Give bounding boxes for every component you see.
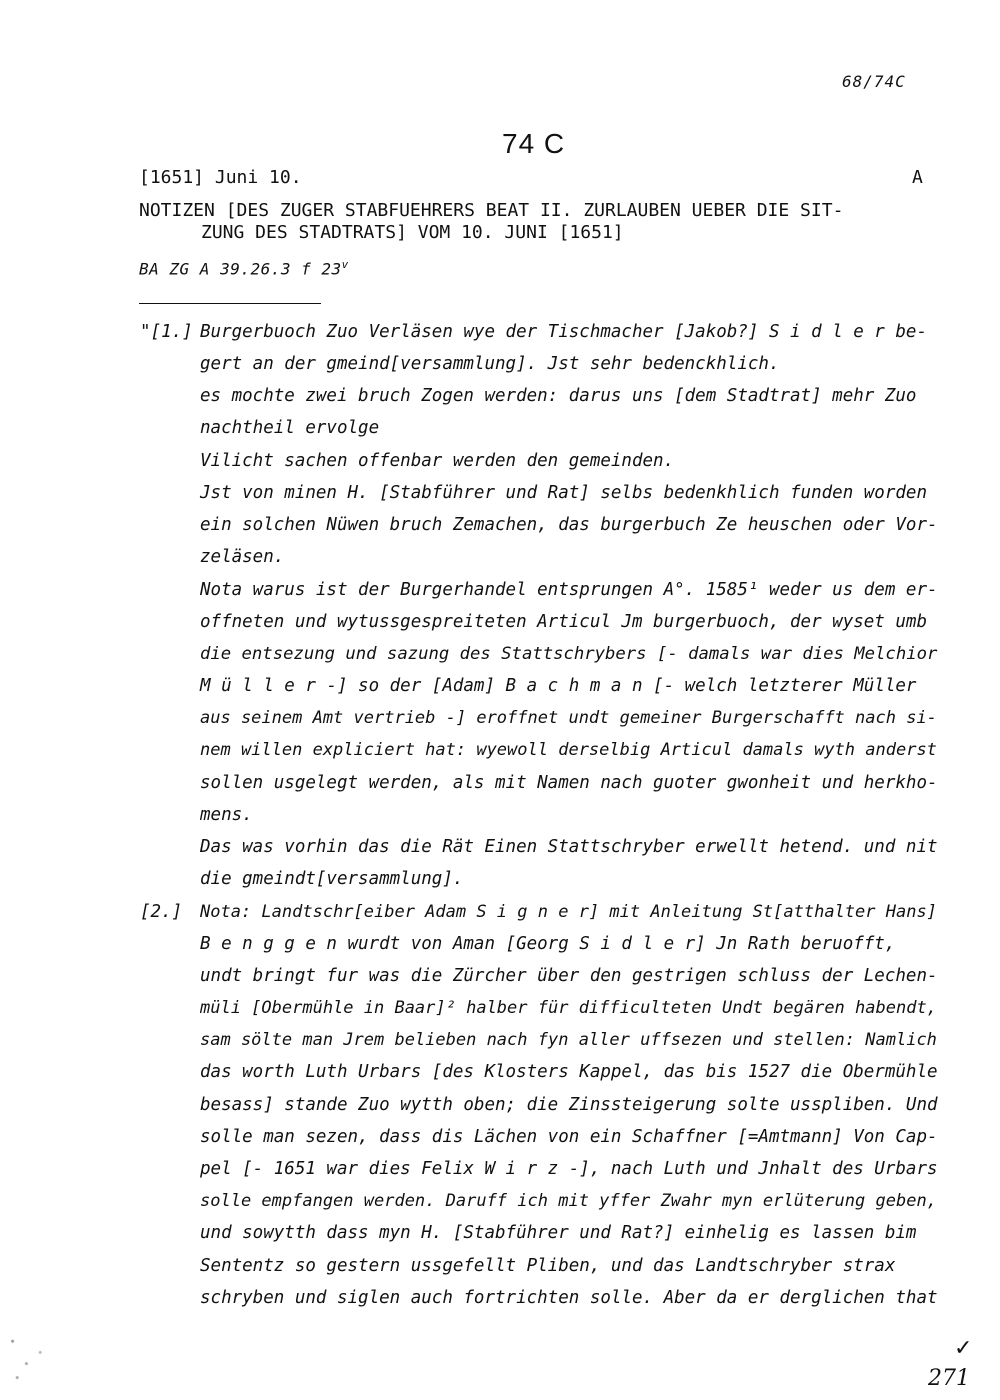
text-line: undt bringt fur was die Zürcher über den gestrigen schluss der Lechen- — [200, 966, 938, 986]
document-heading — [139, 200, 929, 244]
page-stamp: 271 — [928, 1366, 970, 1391]
text-line: die entsezung und sazung des Stattschrybers [- damals war dies Melchior — [200, 644, 938, 664]
text-line: besass] stande Zuo wytth oben; die Zinssteigerung solte usspliben. Und — [200, 1095, 938, 1115]
scan-noise — [8, 1330, 54, 1386]
text-line: B e n g g e n wurdt von Aman [Georg S i d l e r] Jn Rath beruofft, — [200, 934, 896, 954]
text-line: sam sölte man Jrem belieben nach fyn aller uffsezen und stellen: Namlich — [200, 1030, 937, 1050]
separator-rule — [139, 303, 321, 304]
document-date: [1651] Juni 10. — [139, 167, 302, 188]
text-line: Vilicht sachen offenbar werden den gemeinden. — [200, 451, 675, 471]
text-line: M ü l l e r -] so der [Adam] B a c h m a n [- welch letzterer Müller — [200, 676, 917, 696]
paragraph-number-2: [2.] — [140, 902, 183, 922]
text-line: Das was vorhin das die Rät Einen Stattschryber erwellt hetend. und nit — [200, 837, 938, 857]
text-line: pel [- 1651 war dies Felix W i r z -], nach Luth und Jnhalt des Urbars — [200, 1159, 938, 1179]
checkmark-icon: ✓ — [954, 1336, 973, 1361]
text-line: nachtheil ervolge — [200, 418, 380, 438]
heading-line-1: NOTIZEN [DES ZUGER STABFUEHRERS BEAT II. ZURLAUBEN UEBER DIE SIT- — [139, 200, 844, 221]
archive-reference: 68/74C — [842, 72, 906, 91]
text-line: offneten und wytussgespreiteten Articul Jm burgerbuoch, der wyset umb — [200, 612, 927, 632]
text-line: sollen usgelegt werden, als mit Namen nach guoter gwonheit und herkho- — [200, 773, 938, 793]
text-line: ein solchen Nüwen bruch Zemachen, das burgerbuch Ze heuschen oder Vor- — [200, 515, 938, 535]
text-line: das worth Luth Urbars [des Klosters Kappel, das bis 1527 die Obermühle — [200, 1062, 938, 1082]
text-line: und sowytth dass myn H. [Stabführer und Rat?] einhelig es lassen bim — [200, 1223, 917, 1243]
source-superscript: v — [341, 258, 349, 271]
source-text: BA ZG A 39.26.3 f 23 — [139, 259, 342, 279]
text-line: Burgerbuoch Zuo Verläsen wye der Tischmacher [Jakob?] S i d l e r be- — [200, 322, 927, 342]
text-line: Nota: Landtschr[eiber Adam S i g n e r] mit Anleitung St[atthalter Hans] — [200, 902, 937, 922]
text-line: solle empfangen werden. Daruff ich mit yffer Zwahr myn erlüterung geben, — [200, 1191, 937, 1211]
text-line: müli [Obermühle in Baar]² halber für difficulteten Undt begären habendt, — [200, 998, 937, 1018]
text-line: solle man sezen, dass dis Lächen von ein Schaffner [=Amtmann] Von Cap- — [200, 1127, 938, 1147]
text-line: es mochte zwei bruch Zogen werden: darus uns [dem Stadtrat] mehr Zuo — [200, 386, 917, 406]
text-line: nem willen expliciert hat: wyewoll derselbig Articul damals wyth anderst — [200, 740, 937, 760]
source-reference — [139, 258, 349, 278]
text-line: mens. — [200, 805, 253, 825]
text-line: Nota warus ist der Burgerhandel entsprungen A°. 1585¹ weder us dem er- — [200, 580, 938, 600]
text-line: aus seinem Amt vertrieb -] eroffnet undt gemeiner Burgerschafft nach si- — [200, 708, 937, 728]
text-line: zeläsen. — [200, 547, 285, 567]
section-letter: A — [912, 167, 923, 188]
heading-line-2: ZUNG DES STADTRATS] VOM 10. JUNI [1651] — [201, 222, 624, 243]
text-line: die gmeindt[versammlung]. — [200, 869, 464, 889]
document-number: 74 C — [502, 128, 566, 159]
paragraph-number-1: "[1.] — [140, 322, 193, 342]
text-line: Sententz so gestern ussgefellt Pliben, und das Landtschryber strax — [200, 1256, 896, 1276]
text-line: gert an der gmeind[versammlung]. Jst sehr bedenckhlich. — [200, 354, 780, 374]
text-line: schryben und siglen auch fortrichten solle. Aber da er derglichen that — [200, 1288, 938, 1308]
text-line: Jst von minen H. [Stabführer und Rat] selbs bedenkhlich funden worden — [200, 483, 927, 503]
